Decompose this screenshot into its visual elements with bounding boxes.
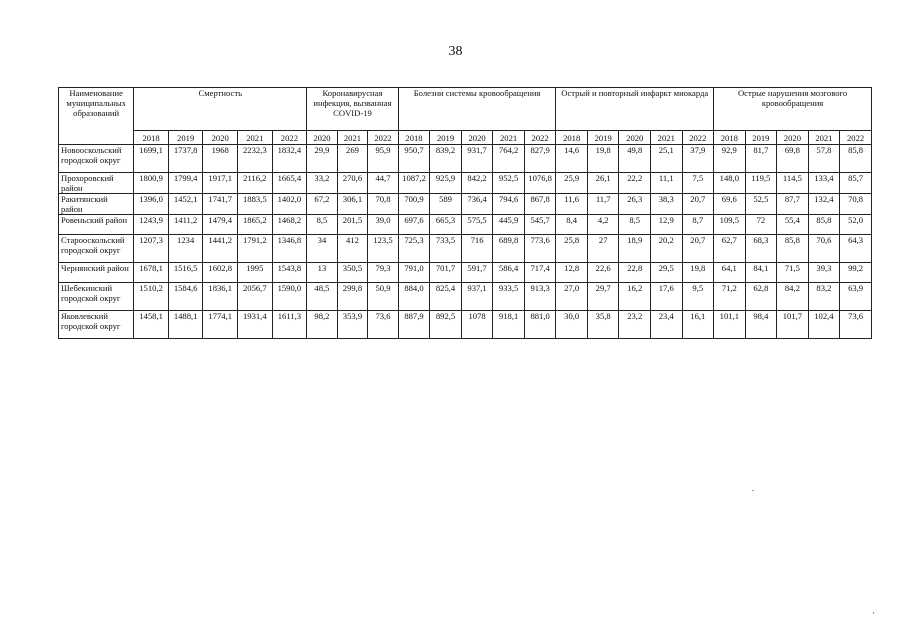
- value-cell: 931,7: [461, 145, 493, 173]
- year-header: 2021: [651, 131, 683, 145]
- value-cell: 591,7: [461, 263, 493, 283]
- value-cell: 1441,2: [203, 235, 238, 263]
- value-cell: 133,4: [808, 173, 840, 194]
- value-cell: 1699,1: [134, 145, 169, 173]
- value-cell: 62,8: [745, 283, 777, 311]
- municipality-name: Новооскольский городской округ: [59, 145, 134, 173]
- value-cell: 701,7: [430, 263, 462, 283]
- value-cell: 20,7: [682, 194, 714, 215]
- value-cell: 19,8: [682, 263, 714, 283]
- value-cell: 29,5: [651, 263, 683, 283]
- value-cell: 29,9: [307, 145, 338, 173]
- table-header: [59, 88, 872, 145]
- value-cell: 85,8: [808, 215, 840, 235]
- value-cell: 87,7: [777, 194, 809, 215]
- value-cell: 69,8: [777, 145, 809, 173]
- value-cell: 101,1: [714, 311, 746, 339]
- value-cell: 7,5: [682, 173, 714, 194]
- value-cell: 68,3: [745, 235, 777, 263]
- value-cell: 1832,4: [272, 145, 307, 173]
- value-cell: 1865,2: [238, 215, 273, 235]
- value-cell: 26,1: [587, 173, 619, 194]
- value-cell: 1488,1: [168, 311, 203, 339]
- value-cell: 1883,5: [238, 194, 273, 215]
- value-cell: 933,5: [493, 283, 525, 311]
- value-cell: 14,6: [556, 145, 588, 173]
- value-cell: 102,4: [808, 311, 840, 339]
- value-cell: 84,1: [745, 263, 777, 283]
- value-cell: 1510,2: [134, 283, 169, 311]
- value-cell: 44,7: [368, 173, 399, 194]
- value-cell: 63,9: [840, 283, 872, 311]
- table-row: [59, 194, 872, 215]
- value-cell: 1917,1: [203, 173, 238, 194]
- year-header: 2018: [556, 131, 588, 145]
- table-row: [59, 173, 872, 194]
- value-cell: 71,2: [714, 283, 746, 311]
- value-cell: 48,5: [307, 283, 338, 311]
- municipality-name: Шебекинский городской округ: [59, 283, 134, 311]
- scan-speck: [752, 490, 754, 491]
- municipality-name: Ракитянский район: [59, 194, 134, 215]
- value-cell: 952,5: [493, 173, 525, 194]
- value-cell: 716: [461, 235, 493, 263]
- value-cell: 918,1: [493, 311, 525, 339]
- value-cell: 22,8: [619, 263, 651, 283]
- year-header: 2018: [398, 131, 430, 145]
- value-cell: 925,9: [430, 173, 462, 194]
- value-cell: 1468,2: [272, 215, 307, 235]
- value-cell: 8,7: [682, 215, 714, 235]
- value-cell: 1458,1: [134, 311, 169, 339]
- year-header: 2021: [337, 131, 368, 145]
- year-header: 2020: [203, 131, 238, 145]
- value-cell: 825,4: [430, 283, 462, 311]
- value-cell: 1665,4: [272, 173, 307, 194]
- value-cell: 52,5: [745, 194, 777, 215]
- value-cell: 269: [337, 145, 368, 173]
- municipality-column-header: Наименование муниципальных образований: [59, 88, 134, 145]
- year-header: 2022: [272, 131, 307, 145]
- value-cell: 586,4: [493, 263, 525, 283]
- value-cell: 1234: [168, 235, 203, 263]
- value-cell: 1402,0: [272, 194, 307, 215]
- value-cell: 25,9: [556, 173, 588, 194]
- value-cell: 842,2: [461, 173, 493, 194]
- value-cell: 736,4: [461, 194, 493, 215]
- value-cell: 109,5: [714, 215, 746, 235]
- value-cell: 81,7: [745, 145, 777, 173]
- value-cell: 37,9: [682, 145, 714, 173]
- value-cell: 794,6: [493, 194, 525, 215]
- value-cell: 881,0: [524, 311, 556, 339]
- value-cell: 665,3: [430, 215, 462, 235]
- municipality-name: Прохоровский район: [59, 173, 134, 194]
- year-header: 2020: [461, 131, 493, 145]
- value-cell: 119,5: [745, 173, 777, 194]
- value-cell: 29,7: [587, 283, 619, 311]
- value-cell: 23,4: [651, 311, 683, 339]
- value-cell: 27,0: [556, 283, 588, 311]
- value-cell: 12,8: [556, 263, 588, 283]
- value-cell: 62,7: [714, 235, 746, 263]
- value-cell: 30,0: [556, 311, 588, 339]
- group-header-circulatory: Болезни системы кровообращения: [398, 88, 556, 131]
- value-cell: 306,1: [337, 194, 368, 215]
- value-cell: 791,0: [398, 263, 430, 283]
- value-cell: 70,8: [368, 194, 399, 215]
- value-cell: 25,8: [556, 235, 588, 263]
- value-cell: 98,4: [745, 311, 777, 339]
- value-cell: 839,2: [430, 145, 462, 173]
- value-cell: 64,3: [840, 235, 872, 263]
- value-cell: 18,9: [619, 235, 651, 263]
- value-cell: 270,6: [337, 173, 368, 194]
- municipality-name: Яковлевский городской округ: [59, 311, 134, 339]
- value-cell: 73,6: [368, 311, 399, 339]
- value-cell: 299,8: [337, 283, 368, 311]
- value-cell: 16,2: [619, 283, 651, 311]
- value-cell: 887,9: [398, 311, 430, 339]
- value-cell: 2056,7: [238, 283, 273, 311]
- year-header: 2020: [307, 131, 338, 145]
- value-cell: 123,5: [368, 235, 399, 263]
- value-cell: 725,3: [398, 235, 430, 263]
- year-header: 2022: [524, 131, 556, 145]
- table-body: [59, 145, 872, 339]
- value-cell: 11,6: [556, 194, 588, 215]
- value-cell: 98,2: [307, 311, 338, 339]
- value-cell: 23,2: [619, 311, 651, 339]
- value-cell: 1611,3: [272, 311, 307, 339]
- value-cell: 1076,8: [524, 173, 556, 194]
- page-number: 38: [448, 44, 463, 59]
- mortality-table: [58, 87, 872, 339]
- value-cell: 11,1: [651, 173, 683, 194]
- value-cell: 1602,8: [203, 263, 238, 283]
- value-cell: 27: [587, 235, 619, 263]
- value-cell: 1590,0: [272, 283, 307, 311]
- value-cell: 773,6: [524, 235, 556, 263]
- value-cell: 35,8: [587, 311, 619, 339]
- value-cell: 8,4: [556, 215, 588, 235]
- value-cell: 892,5: [430, 311, 462, 339]
- group-header-mortality: Смертность: [134, 88, 307, 131]
- value-cell: 1995: [238, 263, 273, 283]
- value-cell: 39,3: [808, 263, 840, 283]
- value-cell: 700,9: [398, 194, 430, 215]
- year-header: 2021: [808, 131, 840, 145]
- value-cell: 20,7: [682, 235, 714, 263]
- value-cell: 73,6: [840, 311, 872, 339]
- value-cell: 16,1: [682, 311, 714, 339]
- value-cell: 67,2: [307, 194, 338, 215]
- value-cell: 17,6: [651, 283, 683, 311]
- scan-speck: [873, 612, 874, 614]
- municipality-name: Чернянский район: [59, 263, 134, 283]
- group-header-infarction: Острый и повторный инфаркт миокарда: [556, 88, 714, 131]
- value-cell: 52,0: [840, 215, 872, 235]
- value-cell: 950,7: [398, 145, 430, 173]
- value-cell: 64,1: [714, 263, 746, 283]
- value-cell: 350,5: [337, 263, 368, 283]
- value-cell: 697,6: [398, 215, 430, 235]
- year-header: 2020: [619, 131, 651, 145]
- value-cell: 1931,4: [238, 311, 273, 339]
- year-header: 2019: [745, 131, 777, 145]
- value-cell: 545,7: [524, 215, 556, 235]
- municipality-name: Старооскольский городской округ: [59, 235, 134, 263]
- value-cell: 72: [745, 215, 777, 235]
- value-cell: 84,2: [777, 283, 809, 311]
- year-header: 2019: [168, 131, 203, 145]
- value-cell: 39,0: [368, 215, 399, 235]
- table-row: [59, 311, 872, 339]
- year-header: 2022: [840, 131, 872, 145]
- value-cell: 79,3: [368, 263, 399, 283]
- value-cell: 445,9: [493, 215, 525, 235]
- value-cell: 25,1: [651, 145, 683, 173]
- value-cell: 55,4: [777, 215, 809, 235]
- value-cell: 132,4: [808, 194, 840, 215]
- table-row: [59, 283, 872, 311]
- value-cell: 22,2: [619, 173, 651, 194]
- value-cell: 57,8: [808, 145, 840, 173]
- value-cell: 201,5: [337, 215, 368, 235]
- value-cell: 1087,2: [398, 173, 430, 194]
- value-cell: 1678,1: [134, 263, 169, 283]
- value-cell: 1800,9: [134, 173, 169, 194]
- municipality-name: Ровеньский район: [59, 215, 134, 235]
- value-cell: 1968: [203, 145, 238, 173]
- value-cell: 1791,2: [238, 235, 273, 263]
- value-cell: 1799,4: [168, 173, 203, 194]
- value-cell: 8,5: [307, 215, 338, 235]
- value-cell: 13: [307, 263, 338, 283]
- table-row: [59, 145, 872, 173]
- value-cell: 689,8: [493, 235, 525, 263]
- value-cell: 937,1: [461, 283, 493, 311]
- year-header: 2021: [493, 131, 525, 145]
- value-cell: 1396,0: [134, 194, 169, 215]
- group-header-stroke: Острые нарушения мозгового кровообращения: [714, 88, 872, 131]
- value-cell: 1774,1: [203, 311, 238, 339]
- value-cell: 92,9: [714, 145, 746, 173]
- value-cell: 1479,4: [203, 215, 238, 235]
- value-cell: 1543,8: [272, 263, 307, 283]
- value-cell: 353,9: [337, 311, 368, 339]
- value-cell: 34: [307, 235, 338, 263]
- year-header: 2022: [368, 131, 399, 145]
- value-cell: 1207,3: [134, 235, 169, 263]
- year-header: 2019: [587, 131, 619, 145]
- table-row: [59, 263, 872, 283]
- year-header: 2022: [682, 131, 714, 145]
- value-cell: 50,9: [368, 283, 399, 311]
- year-header: 2019: [430, 131, 462, 145]
- value-cell: 9,5: [682, 283, 714, 311]
- value-cell: 70,6: [808, 235, 840, 263]
- value-cell: 589: [430, 194, 462, 215]
- table-row: [59, 235, 872, 263]
- value-cell: 99,2: [840, 263, 872, 283]
- value-cell: 867,8: [524, 194, 556, 215]
- year-header: 2021: [238, 131, 273, 145]
- value-cell: 1741,7: [203, 194, 238, 215]
- value-cell: 575,5: [461, 215, 493, 235]
- value-cell: 1452,1: [168, 194, 203, 215]
- value-cell: 913,3: [524, 283, 556, 311]
- value-cell: 22,6: [587, 263, 619, 283]
- value-cell: 827,9: [524, 145, 556, 173]
- value-cell: 1737,8: [168, 145, 203, 173]
- value-cell: 2232,3: [238, 145, 273, 173]
- year-header: 2018: [134, 131, 169, 145]
- value-cell: 71,5: [777, 263, 809, 283]
- value-cell: 764,2: [493, 145, 525, 173]
- year-header: 2018: [714, 131, 746, 145]
- value-cell: 19,8: [587, 145, 619, 173]
- value-cell: 83,2: [808, 283, 840, 311]
- value-cell: 2116,2: [238, 173, 273, 194]
- value-cell: 1836,1: [203, 283, 238, 311]
- value-cell: 85,8: [840, 145, 872, 173]
- value-cell: 95,9: [368, 145, 399, 173]
- value-cell: 1584,6: [168, 283, 203, 311]
- value-cell: 1411,2: [168, 215, 203, 235]
- value-cell: 85,8: [777, 235, 809, 263]
- value-cell: 114,5: [777, 173, 809, 194]
- value-cell: 1243,9: [134, 215, 169, 235]
- value-cell: 412: [337, 235, 368, 263]
- value-cell: 70,8: [840, 194, 872, 215]
- value-cell: 33,2: [307, 173, 338, 194]
- value-cell: 85,7: [840, 173, 872, 194]
- value-cell: 38,3: [651, 194, 683, 215]
- table-row: [59, 215, 872, 235]
- year-header: 2020: [777, 131, 809, 145]
- value-cell: 733,5: [430, 235, 462, 263]
- value-cell: 101,7: [777, 311, 809, 339]
- year-header-row: [59, 131, 872, 145]
- value-cell: 26,3: [619, 194, 651, 215]
- value-cell: 12,9: [651, 215, 683, 235]
- value-cell: 8,5: [619, 215, 651, 235]
- value-cell: 1516,5: [168, 263, 203, 283]
- value-cell: 148,0: [714, 173, 746, 194]
- value-cell: 4,2: [587, 215, 619, 235]
- value-cell: 717,4: [524, 263, 556, 283]
- value-cell: 11,7: [587, 194, 619, 215]
- value-cell: 884,0: [398, 283, 430, 311]
- value-cell: 20,2: [651, 235, 683, 263]
- value-cell: 1346,8: [272, 235, 307, 263]
- group-header-covid: Коронавирусная инфекция, вызванная COVID-19: [307, 88, 399, 131]
- value-cell: 1078: [461, 311, 493, 339]
- value-cell: 69,6: [714, 194, 746, 215]
- value-cell: 49,8: [619, 145, 651, 173]
